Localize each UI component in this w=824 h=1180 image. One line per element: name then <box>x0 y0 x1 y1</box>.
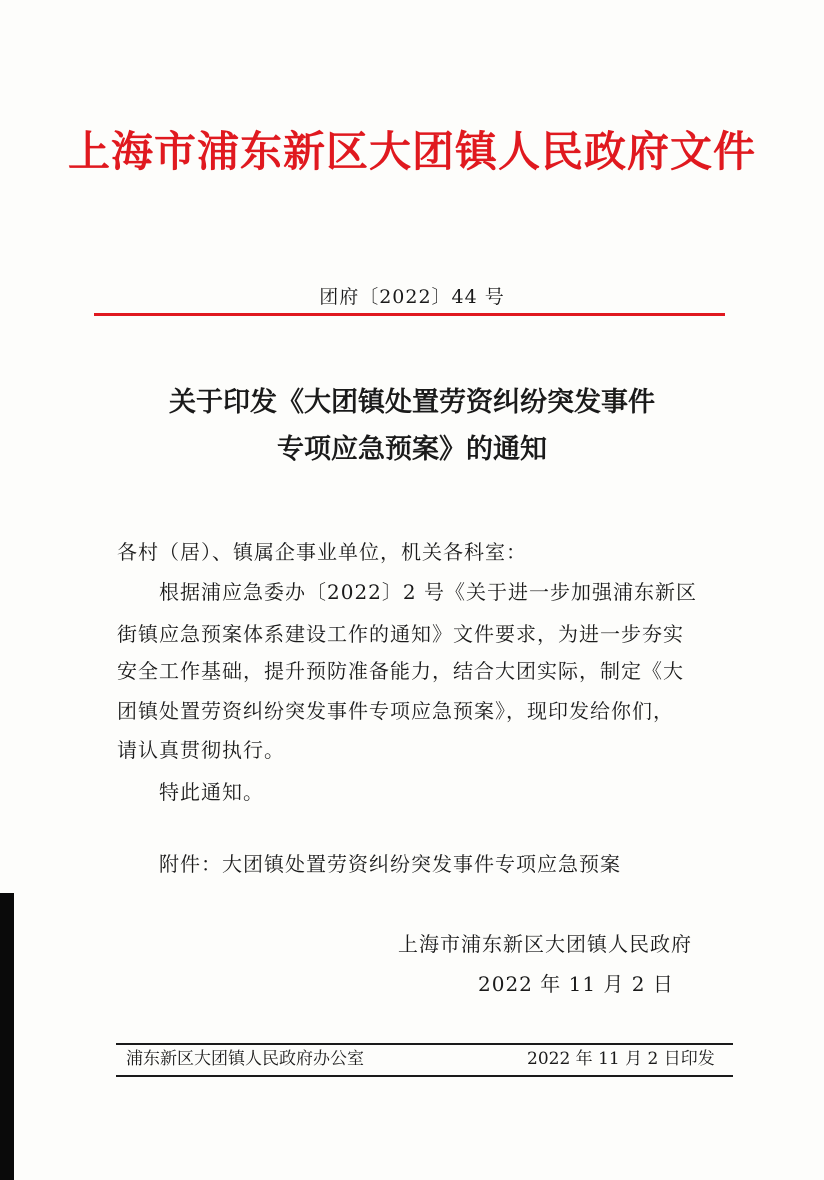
footer-bottom-rule <box>116 1075 733 1077</box>
body-paragraph-line: 街镇应急预案体系建设工作的通知》文件要求，为进一步夯实 <box>117 622 684 646</box>
salutation: 各村（居）、镇属企事业单位，机关各科室： <box>117 540 527 564</box>
closing-line: 特此通知。 <box>159 780 264 804</box>
body-paragraph-line: 根据浦应急委办〔2022〕2 号《关于进一步加强浦东新区 <box>159 580 697 604</box>
issuer-signature: 上海市浦东新区大团镇人民政府 <box>398 932 692 956</box>
document-title-line-2: 专项应急预案》的通知 <box>277 434 547 465</box>
red-divider <box>94 313 725 316</box>
body-paragraph-line: 安全工作基础，提升预防准备能力，结合大团实际，制定《大 <box>117 659 684 683</box>
footer-issuing-office: 浦东新区大团镇人民政府办公室 <box>126 1049 364 1069</box>
document-title-line-1: 关于印发《大团镇处置劳资纠纷突发事件 <box>169 387 655 418</box>
footer-top-rule <box>116 1043 733 1045</box>
scan-edge-shadow <box>0 893 14 1180</box>
attachment-line: 附件：大团镇处置劳资纠纷突发事件专项应急预案 <box>159 852 621 876</box>
document-number: 团府〔2022〕44 号 <box>319 286 505 308</box>
footer-issue-date: 2022 年 11 月 2 日印发 <box>527 1049 715 1069</box>
body-paragraph-line: 团镇处置劳资纠纷突发事件专项应急预案》，现印发给你们， <box>117 699 674 723</box>
document-masthead: 上海市浦东新区大团镇人民政府文件 <box>67 127 756 176</box>
body-paragraph-line: 请认真贯彻执行。 <box>117 738 285 762</box>
issue-date: 2022 年 11 月 2 日 <box>478 972 674 996</box>
